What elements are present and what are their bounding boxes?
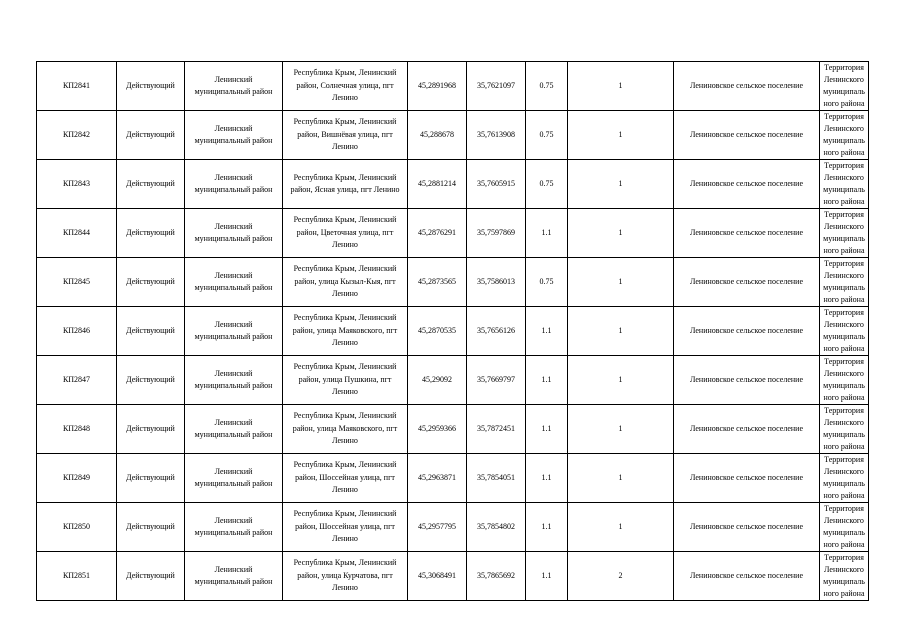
cell-longitude: 35,7872451 [467,405,526,454]
cell-count: 1 [568,454,674,503]
cell-volume: 0.75 [526,62,568,111]
cell-code: КП2846 [37,307,117,356]
cell-status: Действующий [117,258,185,307]
cell-volume: 1.1 [526,209,568,258]
cell-address: Республика Крым, Ленинский район, Цветочная улица, пгт Ленино [283,209,408,258]
cell-count: 1 [568,62,674,111]
cell-volume: 1.1 [526,356,568,405]
cell-longitude: 35,7605915 [467,160,526,209]
cell-territory: Территория Ленинского муниципального района [820,209,869,258]
cell-district: Ленинский муниципальный район [185,503,283,552]
cell-longitude: 35,7669797 [467,356,526,405]
table-row [37,62,869,111]
cell-code: КП2851 [37,552,117,601]
cell-district: Ленинский муниципальный район [185,111,283,160]
cell-district: Ленинский муниципальный район [185,405,283,454]
cell-count: 2 [568,552,674,601]
cell-district: Ленинский муниципальный район [185,356,283,405]
cell-territory: Территория Ленинского муниципального района [820,160,869,209]
cell-status: Действующий [117,160,185,209]
cell-territory: Территория Ленинского муниципального района [820,307,869,356]
cell-code: КП2850 [37,503,117,552]
cell-code: КП2844 [37,209,117,258]
cell-code: КП2841 [37,62,117,111]
cell-count: 1 [568,503,674,552]
container-sites-table [36,61,869,601]
cell-address: Республика Крым, Ленинский район, улица Кызыл-Кыя, пгт Ленино [283,258,408,307]
cell-volume: 0.75 [526,160,568,209]
cell-territory: Территория Ленинского муниципального района [820,405,869,454]
cell-address: Республика Крым, Ленинский район, улица Курчатова, пгт Ленино [283,552,408,601]
cell-district: Ленинский муниципальный район [185,307,283,356]
table-row [37,307,869,356]
cell-address: Республика Крым, Ленинский район, Ясная улица, пгт Ленино [283,160,408,209]
cell-district: Ленинский муниципальный район [185,454,283,503]
table-row [37,160,869,209]
table-body [37,62,869,601]
cell-longitude: 35,7621097 [467,62,526,111]
cell-settlement: Лениновское сельское поселение [674,307,820,356]
cell-count: 1 [568,307,674,356]
cell-code: КП2842 [37,111,117,160]
cell-address: Республика Крым, Ленинский район, Шоссейная улица, пгт Ленино [283,454,408,503]
cell-latitude: 45,2870535 [408,307,467,356]
cell-status: Действующий [117,356,185,405]
cell-status: Действующий [117,454,185,503]
cell-code: КП2843 [37,160,117,209]
cell-latitude: 45,2876291 [408,209,467,258]
table-row [37,454,869,503]
cell-latitude: 45,3068491 [408,552,467,601]
cell-count: 1 [568,111,674,160]
cell-status: Действующий [117,503,185,552]
cell-count: 1 [568,209,674,258]
table-row [37,209,869,258]
cell-address: Республика Крым, Ленинский район, Солнечная улица, пгт Ленино [283,62,408,111]
cell-longitude: 35,7613908 [467,111,526,160]
cell-count: 1 [568,405,674,454]
cell-volume: 1.1 [526,552,568,601]
cell-volume: 1.1 [526,454,568,503]
cell-status: Действующий [117,62,185,111]
cell-territory: Территория Ленинского муниципального района [820,356,869,405]
cell-latitude: 45,288678 [408,111,467,160]
cell-district: Ленинский муниципальный район [185,160,283,209]
cell-count: 1 [568,160,674,209]
cell-territory: Территория Ленинского муниципального района [820,552,869,601]
cell-settlement: Лениновское сельское поселение [674,454,820,503]
cell-settlement: Лениновское сельское поселение [674,209,820,258]
cell-latitude: 45,29092 [408,356,467,405]
cell-district: Ленинский муниципальный район [185,209,283,258]
cell-longitude: 35,7865692 [467,552,526,601]
cell-settlement: Лениновское сельское поселение [674,552,820,601]
cell-settlement: Лениновское сельское поселение [674,503,820,552]
cell-code: КП2849 [37,454,117,503]
cell-volume: 1.1 [526,307,568,356]
cell-status: Действующий [117,552,185,601]
cell-longitude: 35,7586013 [467,258,526,307]
cell-address: Республика Крым, Ленинский район, улица Пушкина, пгт Ленино [283,356,408,405]
cell-latitude: 45,2891968 [408,62,467,111]
cell-territory: Территория Ленинского муниципального района [820,503,869,552]
cell-territory: Территория Ленинского муниципального района [820,62,869,111]
cell-address: Республика Крым, Ленинский район, Шоссейная улица, пгт Ленино [283,503,408,552]
cell-territory: Территория Ленинского муниципального района [820,111,869,160]
cell-settlement: Лениновское сельское поселение [674,258,820,307]
cell-longitude: 35,7597869 [467,209,526,258]
table-row [37,503,869,552]
cell-territory: Территория Ленинского муниципального района [820,258,869,307]
cell-district: Ленинский муниципальный район [185,62,283,111]
cell-volume: 1.1 [526,405,568,454]
cell-status: Действующий [117,405,185,454]
cell-address: Республика Крым, Ленинский район, улица Маяковского, пгт Ленино [283,307,408,356]
cell-address: Республика Крым, Ленинский район, Вишнёвая улица, пгт Ленино [283,111,408,160]
cell-volume: 0.75 [526,258,568,307]
cell-latitude: 45,2881214 [408,160,467,209]
cell-territory: Территория Ленинского муниципального района [820,454,869,503]
cell-latitude: 45,2959366 [408,405,467,454]
cell-status: Действующий [117,111,185,160]
table-row [37,258,869,307]
cell-settlement: Лениновское сельское поселение [674,405,820,454]
cell-settlement: Лениновское сельское поселение [674,356,820,405]
cell-longitude: 35,7656126 [467,307,526,356]
cell-count: 1 [568,258,674,307]
table-row [37,552,869,601]
document-page [36,61,868,601]
cell-volume: 0.75 [526,111,568,160]
table-row [37,405,869,454]
cell-status: Действующий [117,209,185,258]
cell-district: Ленинский муниципальный район [185,258,283,307]
cell-latitude: 45,2957795 [408,503,467,552]
cell-volume: 1.1 [526,503,568,552]
cell-code: КП2845 [37,258,117,307]
cell-status: Действующий [117,307,185,356]
cell-address: Республика Крым, Ленинский район, улица Маяковского, пгт Ленино [283,405,408,454]
cell-settlement: Лениновское сельское поселение [674,62,820,111]
cell-latitude: 45,2873565 [408,258,467,307]
table-row [37,356,869,405]
cell-latitude: 45,2963871 [408,454,467,503]
cell-code: КП2847 [37,356,117,405]
cell-settlement: Лениновское сельское поселение [674,111,820,160]
cell-code: КП2848 [37,405,117,454]
cell-count: 1 [568,356,674,405]
table-row [37,111,869,160]
cell-settlement: Лениновское сельское поселение [674,160,820,209]
cell-longitude: 35,7854802 [467,503,526,552]
cell-district: Ленинский муниципальный район [185,552,283,601]
cell-longitude: 35,7854051 [467,454,526,503]
